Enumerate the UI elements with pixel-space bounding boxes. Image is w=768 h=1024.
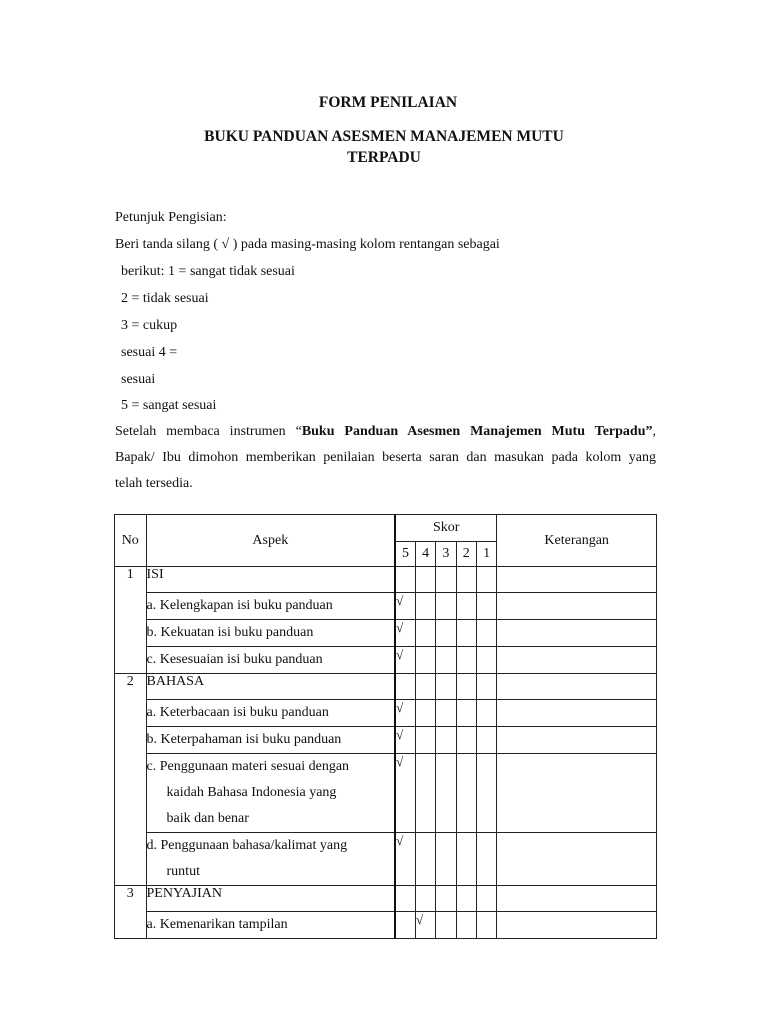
check-mark: √ [396, 700, 404, 715]
aspect-item [146, 833, 395, 886]
aspect-label-continued: kaidah Bahasa Indonesia yang [166, 785, 337, 800]
paragraph-suffix: , [652, 424, 656, 439]
table-row [115, 674, 657, 700]
aspect-label: b. Keterpahaman isi buku panduan [146, 732, 342, 747]
aspect-label: c. Kesesuaian isi buku panduan [146, 652, 323, 667]
score-cell-4[interactable] [415, 567, 435, 593]
paragraph-bold-title: Buku Panduan Asesmen Manajemen Mutu Terpadu” [301, 424, 653, 439]
score-cell-3[interactable] [436, 620, 456, 647]
header-score-4: 4 [415, 542, 435, 567]
instructions-paragraph-line: Bapak/ Ibu dimohon memberikan penilaian beserta saran dan masukan pada kolom yang [115, 450, 656, 465]
table-row [115, 912, 657, 939]
aspect-item [146, 912, 395, 939]
score-cell-1[interactable] [476, 727, 496, 754]
check-mark: √ [396, 833, 404, 848]
aspect-item [146, 620, 395, 647]
table-row [115, 647, 657, 674]
score-cell-2[interactable] [456, 674, 476, 700]
score-cell-1[interactable] [476, 567, 496, 593]
assessment-table-body [115, 567, 657, 939]
score-cell-4[interactable] [415, 833, 435, 886]
score-cell-5[interactable] [395, 567, 415, 593]
score-cell-3[interactable] [436, 647, 456, 674]
header-skor: Skor [395, 515, 497, 542]
score-cell-1[interactable] [476, 647, 496, 674]
score-cell-4[interactable] [415, 754, 435, 833]
score-cell-4[interactable] [415, 647, 435, 674]
score-cell-3[interactable] [436, 886, 456, 912]
score-cell-3[interactable] [436, 727, 456, 754]
keterangan-cell[interactable] [497, 886, 657, 912]
keterangan-cell[interactable] [497, 754, 657, 833]
keterangan-cell[interactable] [497, 567, 657, 593]
table-row [115, 833, 657, 886]
score-cell-4[interactable] [415, 620, 435, 647]
keterangan-cell[interactable] [497, 674, 657, 700]
score-cell-3[interactable] [436, 567, 456, 593]
score-cell-2[interactable] [456, 647, 476, 674]
table-row [115, 886, 657, 912]
check-mark: √ [415, 912, 424, 927]
score-cell-1[interactable] [476, 886, 496, 912]
score-cell-4[interactable] [415, 674, 435, 700]
score-cell-5[interactable] [395, 727, 415, 754]
table-row [115, 754, 657, 833]
instructions-heading: Petunjuk Pengisian: [115, 210, 227, 225]
form-subtitle [0, 126, 768, 168]
check-mark: √ [396, 620, 404, 635]
category-title: PENYAJIAN [146, 886, 395, 912]
header-aspek: Aspek [146, 515, 395, 567]
aspect-label: a. Keterbacaan isi buku panduan [146, 705, 329, 720]
score-cell-2[interactable] [456, 833, 476, 886]
score-cell-3[interactable] [436, 674, 456, 700]
instructions-paragraph-line: telah tersedia. [115, 476, 193, 491]
instructions-line: 3 = cukup [121, 318, 178, 333]
keterangan-cell[interactable] [497, 647, 657, 674]
instructions-line: sesuai [121, 372, 156, 387]
keterangan-cell[interactable] [497, 620, 657, 647]
score-cell-2[interactable] [456, 593, 476, 620]
instructions-paragraph [115, 424, 656, 440]
instructions-line: 5 = sangat sesuai [121, 398, 217, 413]
header-score-1: 1 [476, 542, 496, 567]
header-no: No [115, 515, 147, 567]
score-cell-5[interactable] [395, 647, 415, 674]
score-cell-3[interactable] [436, 912, 456, 939]
score-cell-3[interactable] [436, 593, 456, 620]
score-cell-5[interactable] [395, 912, 415, 939]
instructions-line: Beri tanda silang ( √ ) pada masing-masing kolom rentangan sebagai [115, 237, 500, 252]
instructions-line: sesuai 4 = [121, 345, 178, 360]
table-row [115, 700, 657, 727]
score-cell-2[interactable] [456, 567, 476, 593]
score-cell-4[interactable] [415, 727, 435, 754]
table-row [115, 620, 657, 647]
check-mark: √ [396, 727, 404, 742]
keterangan-cell[interactable] [497, 700, 657, 727]
score-cell-3[interactable] [436, 700, 456, 727]
score-cell-5[interactable] [395, 593, 415, 620]
aspect-item [146, 754, 395, 833]
score-cell-2[interactable] [456, 912, 476, 939]
score-cell-1[interactable] [476, 674, 496, 700]
aspect-item [146, 593, 395, 620]
score-cell-1[interactable] [476, 833, 496, 886]
score-cell-5[interactable] [395, 754, 415, 833]
row-number: 1 [115, 567, 147, 674]
aspect-label: d. Penggunaan bahasa/kalimat yang [146, 838, 348, 853]
header-score-2: 2 [456, 542, 476, 567]
score-cell-4[interactable] [415, 593, 435, 620]
score-cell-5[interactable] [395, 674, 415, 700]
form-title: FORM PENILAIAN [318, 94, 458, 111]
assessment-table [114, 514, 657, 939]
row-number: 3 [115, 886, 147, 939]
aspect-item [146, 700, 395, 727]
score-cell-2[interactable] [456, 754, 476, 833]
table-row [115, 593, 657, 620]
keterangan-cell[interactable] [497, 727, 657, 754]
check-mark: √ [396, 754, 404, 769]
keterangan-cell[interactable] [497, 912, 657, 939]
score-cell-1[interactable] [476, 593, 496, 620]
score-cell-2[interactable] [456, 700, 476, 727]
category-title: BAHASA [146, 674, 395, 700]
header-keterangan: Keterangan [497, 515, 657, 567]
score-cell-2[interactable] [456, 620, 476, 647]
score-cell-5[interactable] [395, 833, 415, 886]
instructions-line: berikut: 1 = sangat tidak sesuai [121, 264, 295, 279]
score-cell-5[interactable] [395, 620, 415, 647]
score-cell-3[interactable] [436, 754, 456, 833]
keterangan-cell[interactable] [497, 833, 657, 886]
score-cell-4[interactable] [415, 700, 435, 727]
score-cell-4[interactable] [415, 912, 435, 939]
check-mark: √ [396, 647, 404, 662]
aspect-label: b. Kekuatan isi buku panduan [146, 625, 314, 640]
score-cell-1[interactable] [476, 620, 496, 647]
paragraph-prefix: Setelah membaca instrumen “ [115, 424, 302, 439]
table-row [115, 727, 657, 754]
score-cell-1[interactable] [476, 754, 496, 833]
score-cell-5[interactable] [395, 886, 415, 912]
score-cell-2[interactable] [456, 727, 476, 754]
aspect-label: c. Penggunaan materi sesuai dengan [146, 759, 350, 774]
instructions-line: 2 = tidak sesuai [121, 291, 209, 306]
score-cell-5[interactable] [395, 700, 415, 727]
aspect-label-continued: runtut [166, 864, 200, 879]
aspect-label-continued: baik dan benar [166, 811, 249, 826]
form-subtitle-line1: BUKU PANDUAN ASESMEN MANAJEMEN MUTU [204, 128, 564, 145]
aspect-item [146, 647, 395, 674]
table-row [115, 567, 657, 593]
row-number: 2 [115, 674, 147, 886]
score-cell-1[interactable] [476, 912, 496, 939]
score-cell-3[interactable] [436, 833, 456, 886]
score-cell-4[interactable] [415, 886, 435, 912]
aspect-label: a. Kemenarikan tampilan [146, 917, 288, 932]
header-score-3: 3 [436, 542, 456, 567]
score-cell-2[interactable] [456, 886, 476, 912]
category-title: ISI [146, 567, 395, 593]
aspect-label: a. Kelengkapan isi buku panduan [146, 598, 333, 613]
form-subtitle-line2: TERPADU [347, 149, 421, 166]
check-mark: √ [396, 593, 404, 608]
keterangan-cell[interactable] [497, 593, 657, 620]
header-score-5: 5 [395, 542, 415, 567]
aspect-item [146, 727, 395, 754]
score-cell-1[interactable] [476, 700, 496, 727]
